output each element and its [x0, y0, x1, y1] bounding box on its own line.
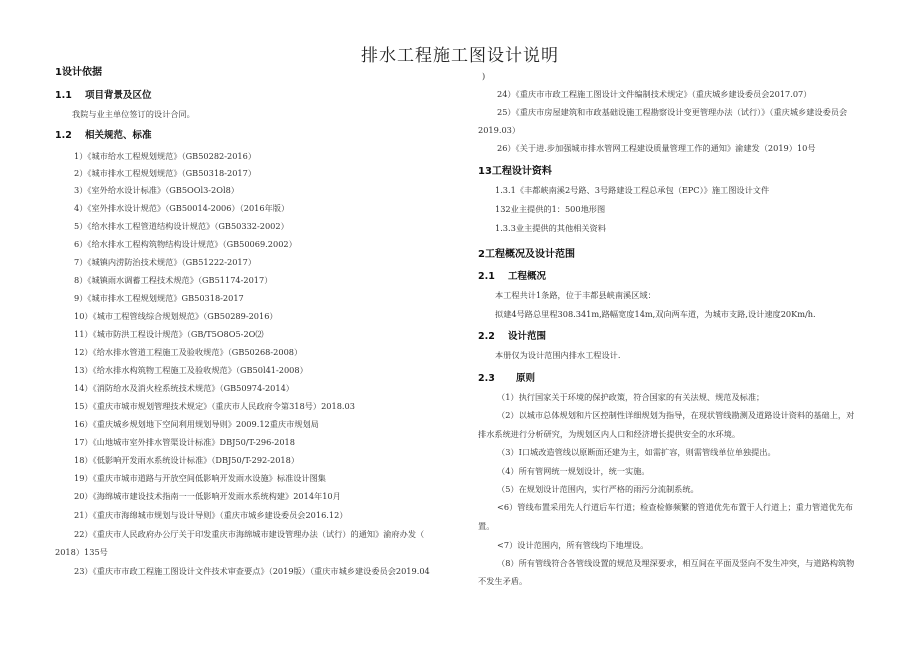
section-2-2-heading — [478, 331, 546, 342]
norm-item: 4）《室外排水设计规范》（GB50014-2006）（2016年版） — [74, 203, 290, 213]
principle-item: （5）在规划设计范围内，实行严格的雨污分流制系统。 — [497, 484, 699, 494]
section-2-1-title: 工程概况 — [508, 271, 547, 282]
overview-text: 拟建4号路总里程308.341m,路幅宽度14m,双向两车道，为城市支路,设计速度20Km/h. — [495, 309, 816, 319]
norm-item: 14）《消防给水及消火栓系统技术规范》（GB50974-2014） — [74, 383, 294, 393]
principle-item-continuation: 不发生矛盾。 — [478, 576, 528, 586]
section-2-3-title: 原则 — [516, 373, 536, 384]
principle-item-continuation: 排水系统进行分析研究，为规划区内人口和经济增长提供安全的水环境。 — [478, 429, 741, 439]
section-2-heading: 2工程概况及设计范围 — [478, 249, 575, 260]
section-1-2-heading — [55, 130, 152, 141]
principle-item-continuation: 置。 — [478, 521, 495, 531]
section-1-1-title: 项目背景及区位 — [85, 90, 152, 101]
norm-item-continuation: 2019.03） — [478, 125, 521, 135]
norm-item-continuation: 2018）135号 — [55, 547, 108, 557]
scope-text: 本册仅为设计范围内排水工程设计. — [495, 350, 621, 360]
norm-item: 15）《重庆市城市规划管理技术规定》（重庆市人民政府令第318号）2018.03 — [74, 401, 355, 411]
document-title: 排水工程施工图设计说明 — [361, 46, 559, 66]
norm-item: 9）《城市排水工程规划规范》GB50318-2017 — [74, 293, 244, 303]
norm-item: 26）《关于进.步加强城市排水管网工程建设质量管理工作的通知》渝建发（2019）10号 — [497, 143, 816, 153]
section-2-1-number: 2.1 — [478, 271, 495, 282]
reference-item: 132业主提供的1：500地形图 — [495, 204, 606, 214]
norm-item: 24）《重庆市市政工程施工图设计文件编制技术规定》（重庆城乡建设委员会2017.07） — [497, 89, 812, 99]
norm-item: 10）《城市工程管线综合规划规范》（GB50289-2016） — [74, 311, 278, 321]
norm-item: 22）《重庆市人民政府办公厅关于印发重庆市海绵城市建设管理办法（试行）的通知》渝府办发（ — [74, 529, 425, 539]
norm-item: 7）《城镇内涝防治技术规范》（GB51222-2017） — [74, 257, 257, 267]
section-2-3-heading — [478, 373, 535, 384]
section-1-2-number: 1.2 — [55, 130, 72, 141]
principle-item: （2）以城市总体规划和片区控制性详细规划为指导，在现状管线勘测及道路设计资料的基础上，对 — [497, 410, 855, 420]
norm-item: 17）《山地城市室外排水管渠设计标准》DBJ50/T-296-2018 — [74, 437, 295, 447]
norm-item: 19）《重庆市城市道路与开放空间低影响开发雨水设施》标准设计图集 — [74, 473, 326, 483]
reference-item: 1.3.3业主提供的其他相关资料 — [495, 223, 606, 233]
norm-item: 23）《重庆市市政工程施工图设计文件技术审查要点》（2019版）（重庆市城乡建设委员会2019.04 — [74, 566, 430, 576]
norm-item: 13）《给水排水构筑物工程施工及验收规范》（GB50l41-2008） — [74, 365, 308, 375]
principle-item: （4）所有管网统一规划设计，统一实施。 — [497, 466, 650, 476]
norm-item: 21）《重庆市海绵城市规划与设计导则》（重庆市城乡建设委员会2016.12） — [74, 510, 348, 520]
section-1-1-heading — [55, 90, 152, 101]
reference-item: 1.3.1《丰都峡南溪2号路、3号路建设工程总承包（EPC）》施工图设计文件 — [495, 185, 770, 195]
section-1-1-number: 1.1 — [55, 90, 72, 101]
section-1-2-title: 相关规范、标准 — [85, 130, 152, 141]
section-1-heading: 1设计依据 — [55, 67, 102, 78]
principle-item: <7）设计范围内，所有管线均下地埋设。 — [497, 540, 649, 550]
continuation-mark: ) — [482, 71, 486, 81]
principle-item: <6）管线布置采用先人行道后车行道；检查检修频繁的管道优先布置于人行道上；重力管道优先布 — [497, 502, 853, 512]
norm-item: 5）《给水排水工程管道结构设计规范》（GB50332-2002） — [74, 221, 289, 231]
norm-item: 8）《城镇雨水调蓄工程技术规范》（GB51174-2017） — [74, 275, 273, 285]
norm-item: 25）《重庆市房屋建筑和市政基础设施工程勘察设计变更管理办法（试行）》（重庆城乡建设委员会 — [497, 107, 848, 117]
section-2-2-title: 设计范围 — [508, 331, 547, 342]
norm-item: 18）《低影响开发雨水系统设计标准》（DBJ50/T-292-2018） — [74, 455, 300, 465]
section-2-2-number: 2.2 — [478, 331, 495, 342]
overview-text: 本工程共计1条路，位于丰都县峡南溪区域： — [495, 290, 656, 300]
norm-item: 1）《城市给水工程规划规范》（GB50282-2016） — [74, 151, 257, 161]
principle-item: （1）执行国家关于环境的保护政策，符合国家的有关法规、规范及标准； — [497, 392, 765, 402]
norm-item: 3）《室外给水设计标准》（GB5OOl3-2Ol8） — [74, 185, 239, 195]
section-2-1-heading — [478, 271, 546, 282]
norm-item: 12）《给水排水管道工程施工及验收规范》（GB50268-2008） — [74, 347, 303, 357]
principle-item: （3）I口城改造管线以原断面还建为主，如需扩容，则需管线单位单独提出。 — [497, 447, 776, 457]
section-1-1-text: 我院与业主单位签订的设计合同。 — [72, 109, 195, 119]
norm-item: 2）《城市排水工程规划规范》（GB50318-2017） — [74, 168, 257, 178]
norm-item: 6）《给水排水工程构筑物结构设计规范》（GB50069.2002） — [74, 239, 297, 249]
principle-item: （8）所有管线符合各管线设置的规范及埋深要求，相互间在平面及竖向不发生冲突，与道路构筑物 — [497, 558, 855, 568]
norm-item: 16）《重庆城乡规划地下空间利用规划导则》2009.12重庆市规划局 — [74, 419, 319, 429]
section-2-3-number: 2.3 — [478, 373, 495, 384]
norm-item: 20）《海绵城市建设技术指南一一低影响开发雨水系统构建》2014年10月 — [74, 491, 341, 501]
norm-item: 11）《城市防洪工程设计规范》（GB/T5O8O5-2O⑵ — [74, 329, 264, 339]
section-1-3-heading: 13工程设计资料 — [478, 166, 552, 177]
